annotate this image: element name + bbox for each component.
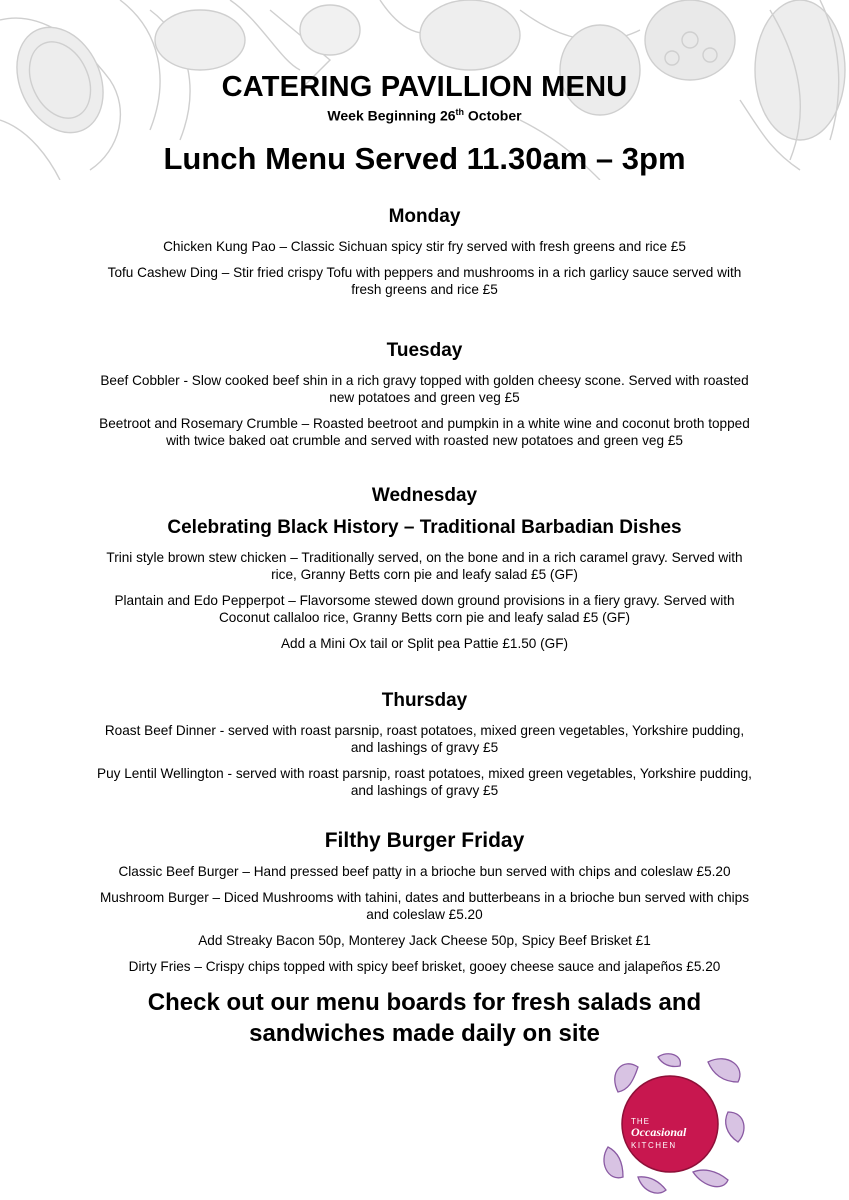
day-section-thursday: [0, 690, 849, 808]
menu-item: Roast Beef Dinner - served with roast parsnip, roast potatoes, mixed green vegetables, Yorkshire pudding, and lashings of gravy £5: [104, 723, 745, 755]
logo-text-kitchen: KITCHEN: [631, 1141, 677, 1150]
occasional-kitchen-logo: [598, 1052, 748, 1197]
day-section-friday: [0, 829, 849, 984]
closing-line-1: Check out our menu boards for fresh salads and: [147, 989, 702, 1016]
menu-title: CATERING PAVILLION MENU: [221, 71, 628, 103]
day-title-tuesday: Tuesday: [386, 340, 463, 361]
black-history-subtitle: Celebrating Black History – Traditional Barbadian Dishes: [167, 517, 682, 538]
week-ordinal: th: [455, 107, 465, 117]
menu-item: Add a Mini Ox tail or Split pea Pattie £1.50 (GF): [280, 636, 569, 651]
menu-item: Puy Lentil Wellington - served with roast parsnip, roast potatoes, mixed green vegetables, Yorkshire pudding, and lashings of gravy £5: [97, 766, 752, 798]
menu-item: Plantain and Edo Pepperpot – Flavorsome stewed down ground provisions in a fiery gravy. Served with Coconut callaloo rice, Granny Betts corn pie and leafy salad £5 (GF): [114, 593, 735, 625]
closing-line-2: sandwiches made daily on site: [249, 1020, 600, 1047]
day-section-monday: [0, 206, 849, 307]
menu-item: Beef Cobbler - Slow cooked beef shin in a rich gravy topped with golden cheesy scone. Served with roasted new potatoes and green veg £5: [100, 373, 749, 405]
day-title-thursday: Thursday: [381, 690, 468, 711]
week-beginning: [0, 107, 849, 124]
menu-item: Classic Beef Burger – Hand pressed beef patty in a brioche bun served with chips and coleslaw £5.20: [118, 864, 731, 879]
day-title-friday: Filthy Burger Friday: [324, 829, 525, 852]
logo-text-the: THE: [631, 1117, 650, 1126]
menu-item: Tofu Cashew Ding – Stir fried crispy Tofu with peppers and mushrooms in a rich garlicy sauce served with fresh greens and rice £5: [107, 265, 742, 297]
menu-item: Add Streaky Bacon 50p, Monterey Jack Cheese 50p, Spicy Beef Brisket £1: [198, 933, 651, 948]
week-prefix: Week Beginning 26: [327, 107, 456, 124]
day-section-tuesday: [0, 340, 849, 458]
day-title-wednesday: Wednesday: [371, 485, 478, 506]
week-suffix: October: [464, 107, 522, 124]
logo-text-occasional: Occasional: [631, 1125, 687, 1139]
menu-item: Trini style brown stew chicken – Traditionally served, on the bone and in a rich caramel gravy. Served with rice, Granny Betts corn pie and leafy salad £5 (GF): [106, 550, 743, 582]
menu-item: Beetroot and Rosemary Crumble – Roasted beetroot and pumpkin in a white wine and coconut broth topped with twice baked oat crumble and served with roasted new potatoes and green veg £5: [99, 416, 750, 448]
day-title-monday: Monday: [388, 206, 461, 227]
menu-item: Dirty Fries – Crispy chips topped with spicy beef brisket, gooey cheese sauce and jalapeños £5.20: [128, 959, 721, 974]
lunch-hours-heading: Lunch Menu Served 11.30am – 3pm: [163, 141, 686, 176]
menu-item: Chicken Kung Pao – Classic Sichuan spicy stir fry served with fresh greens and rice £5: [163, 239, 686, 254]
menu-item: Mushroom Burger – Diced Mushrooms with tahini, dates and butterbeans in a brioche bun served with chips and coleslaw £5.20: [99, 890, 750, 922]
closing-message: [0, 987, 849, 1049]
day-section-wednesday: [0, 485, 849, 661]
